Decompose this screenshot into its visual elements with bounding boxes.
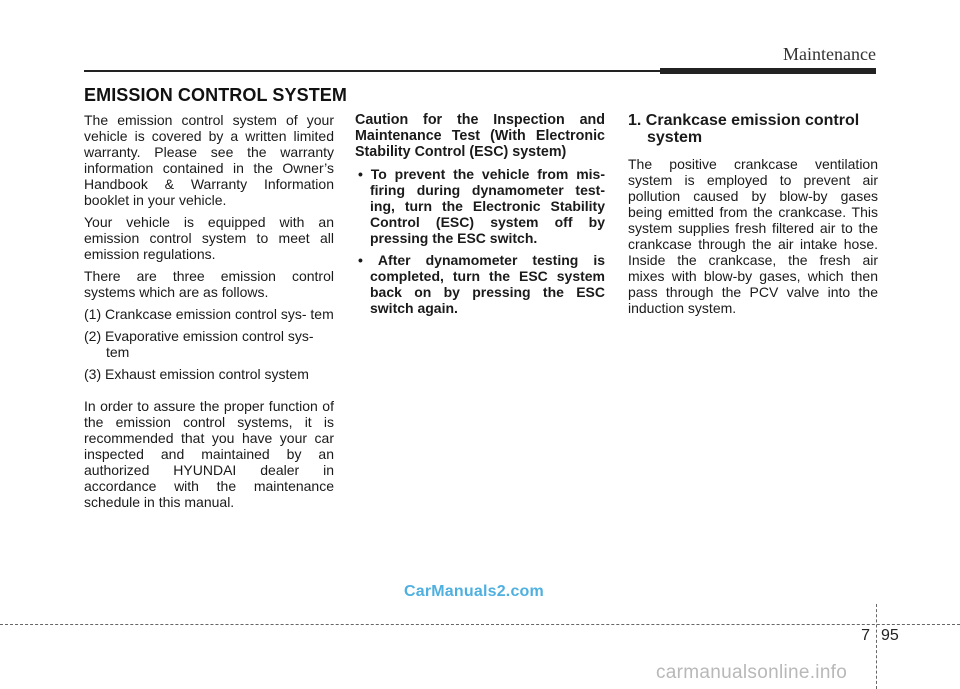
list-item: (3) Exhaust emission control system — [84, 366, 309, 382]
column-left — [84, 112, 334, 516]
bullet-text: After dynamometer testing is completed, turn the ESC system back on by pressing the ESC switch again. — [370, 252, 605, 316]
crankcase-paragraph: The positive crankcase ventilation system is employed to prevent air pollution caused by blow-by gases being emitted from the crankcase. This system supplies fresh filtered air to the crankcase through the air intake hose. Inside the crankcase, the fresh air mixes with blow-by gases, which then pass through the PCV valve into the induction system. — [628, 156, 878, 316]
list-item: (2) Evaporative emission control sys- tem — [84, 328, 314, 360]
header-rule-thin — [84, 70, 660, 72]
footer-site-link[interactable]: carmanualsonline.info — [656, 662, 848, 683]
bullet-text: To prevent the vehicle from mis- firing during dynamometer test- ing, turn the Electronic Stability Control (ESC) system off by pressing the ESC switch. — [370, 166, 605, 246]
bullet-dot-icon: • — [358, 166, 371, 182]
column-right — [628, 112, 878, 322]
header-rule-thick — [660, 68, 876, 74]
footer-vertical-rule — [876, 604, 877, 689]
caution-bullet — [355, 166, 605, 246]
spacer — [84, 388, 334, 398]
bullet-dot-icon: • — [358, 252, 378, 268]
systems-intro-paragraph: There are three emission control systems which are as follows. — [84, 268, 334, 300]
section-header: Maintenance — [783, 44, 876, 64]
chapter-number: 7 — [861, 627, 870, 644]
warranty-paragraph: The emission control system of your vehicle is covered by a written limited warranty. Please see the warranty information contained in the Owner’s Handbook & Warranty Information booklet in your vehicle. — [84, 112, 334, 208]
page-title: EMISSION CONTROL SYSTEM — [84, 85, 347, 105]
page-number: 95 — [881, 627, 899, 644]
maintenance-paragraph: In order to assure the proper function of the emission control systems, it is recommended that you have your car inspected and maintained by an authorized HYUNDAI dealer in accordance with the maintenance schedule in this manual. — [84, 398, 334, 510]
equipment-paragraph: Your vehicle is equipped with an emission control system to meet all emission regulations. — [84, 214, 334, 262]
list-item: (1) Crankcase emission control sys- tem — [84, 306, 334, 322]
footer-dashed-rule — [0, 624, 960, 625]
column-middle — [355, 112, 605, 322]
caution-heading: Caution for the Inspection and Maintenance Test (With Electronic Stability Control (ESC) system) — [355, 112, 605, 160]
watermark-link[interactable]: CarManuals2.com — [404, 583, 544, 600]
caution-bullet — [355, 252, 605, 316]
crankcase-heading: 1. Crankcase emission control system — [628, 112, 860, 146]
